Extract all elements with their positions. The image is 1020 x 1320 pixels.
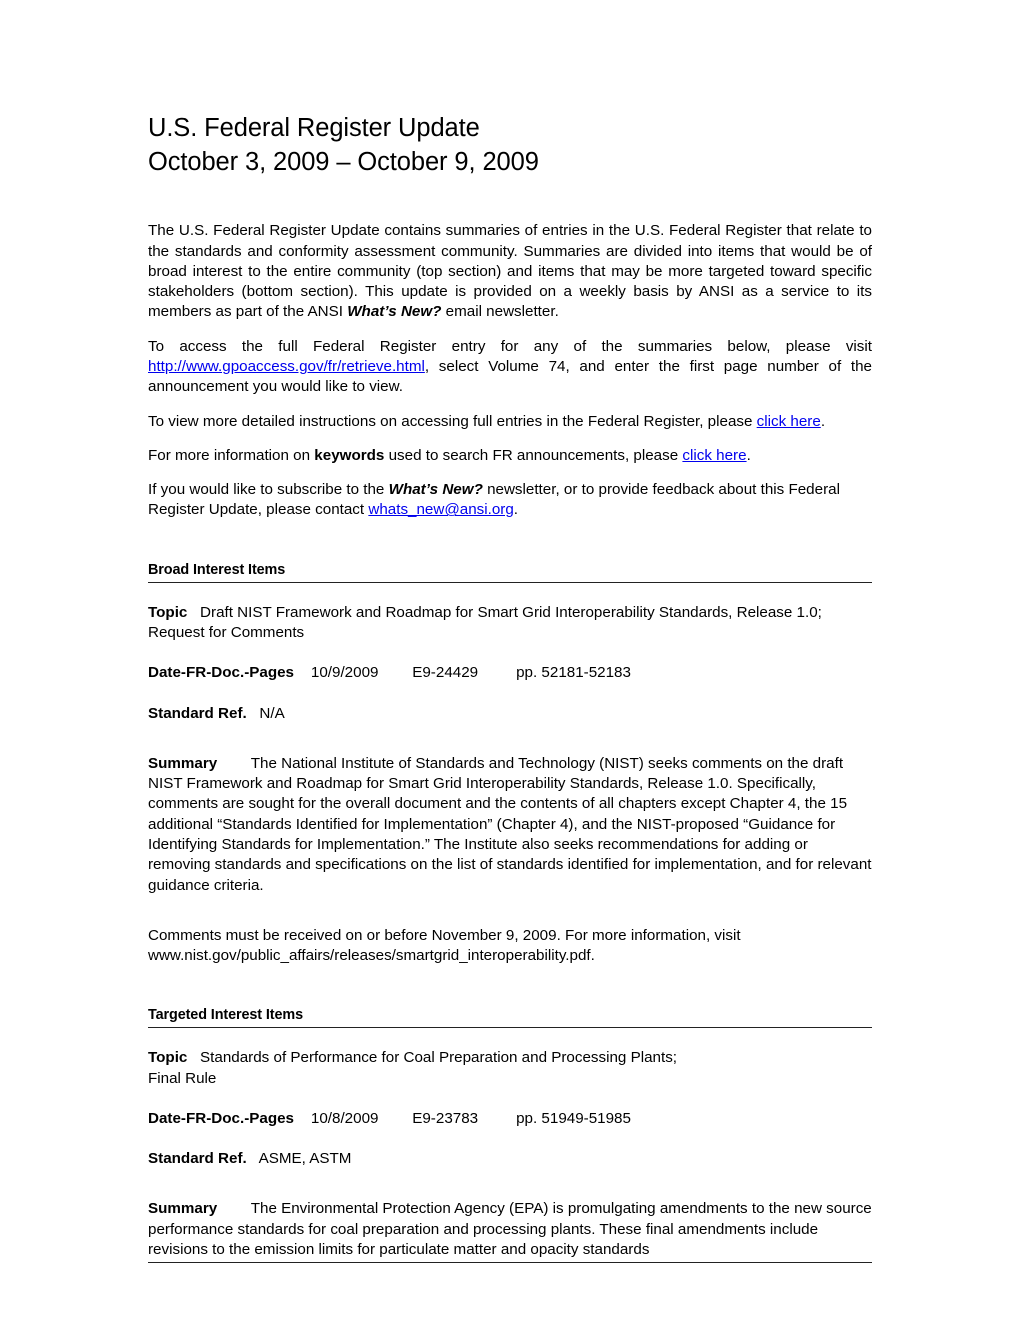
standard-ref-value: ASME, ASTM bbox=[258, 1150, 352, 1168]
spacer bbox=[148, 179, 872, 221]
spacer bbox=[148, 398, 872, 412]
gap bbox=[378, 664, 412, 681]
spacer bbox=[148, 521, 872, 561]
title-line-2: October 3, 2009 – October 9, 2009 bbox=[148, 147, 539, 176]
intro-text-part-2: email newsletter. bbox=[441, 303, 559, 321]
newsletter-name: What’s New? bbox=[347, 303, 442, 321]
spacer bbox=[148, 684, 872, 704]
page-title bbox=[148, 0, 872, 179]
newsletter-name: What’s New? bbox=[388, 481, 483, 499]
gap bbox=[247, 705, 260, 722]
gap bbox=[478, 1110, 516, 1127]
subscribe-text-part-3: . bbox=[513, 501, 519, 519]
summary-value: The Environmental Protection Agency (EPA) is promulgating amendments to the new source performance standards for coal preparation and processing plants. These final amendments include revisions to the emission limits for particulate matter and opacity standards bbox=[148, 1200, 872, 1259]
topic-value: Draft NIST Framework and Roadmap for Smart Grid Interoperability Standards, Release 1.0; Request for Comments bbox=[148, 603, 822, 641]
topic-row bbox=[148, 1048, 872, 1089]
topic-spacer bbox=[187, 1049, 200, 1066]
standard-ref-label: Standard Ref. bbox=[148, 704, 247, 722]
gpoaccess-link[interactable]: http://www.gpoaccess.gov/fr/retrieve.html bbox=[148, 358, 425, 375]
section-heading-targeted-interest: Targeted Interest Items bbox=[148, 1007, 303, 1024]
topic-label: Topic bbox=[148, 1049, 188, 1067]
subscribe-text-part-1: If you would like to subscribe to the bbox=[148, 481, 389, 499]
summary-label: Summary bbox=[148, 1200, 218, 1218]
access-text-part-1: To access the full Federal Register entry for any of the summaries below, please visit bbox=[148, 337, 872, 355]
topic-label: Topic bbox=[148, 603, 188, 621]
keywords-paragraph bbox=[148, 446, 872, 466]
spacer bbox=[148, 432, 872, 446]
topic-row bbox=[148, 603, 872, 644]
gap bbox=[478, 664, 516, 681]
subscribe-text-part-2: newsletter, or to provide feedback about this Federal Register Update, please contact bbox=[148, 481, 840, 519]
standard-ref-label: Standard Ref. bbox=[148, 1150, 247, 1168]
spacer bbox=[148, 1089, 872, 1109]
fr-doc-value: E9-23783 bbox=[412, 1109, 479, 1127]
pages-value: pp. 52181-52183 bbox=[516, 664, 631, 682]
spacer bbox=[148, 896, 872, 926]
summary-label: Summary bbox=[148, 754, 218, 772]
gap bbox=[294, 1110, 311, 1127]
spacer bbox=[148, 583, 872, 603]
gap bbox=[378, 1110, 412, 1127]
spacer bbox=[148, 1129, 872, 1149]
keywords-text-part-1: For more information on bbox=[148, 446, 315, 464]
topic-value-line-1: Standards of Performance for Coal Preparation and Processing Plants; bbox=[200, 1049, 678, 1067]
spacer bbox=[148, 323, 872, 337]
date-value: 10/9/2009 bbox=[310, 664, 379, 682]
contact-email-link[interactable]: whats_new@ansi.org bbox=[368, 501, 514, 519]
summary-row bbox=[148, 754, 872, 896]
keywords-click-here-link[interactable]: click here bbox=[682, 446, 747, 464]
keywords-bold-word: keywords bbox=[314, 446, 385, 464]
summary-row bbox=[148, 1199, 872, 1260]
date-fr-doc-pages-row bbox=[148, 663, 872, 683]
spacer bbox=[148, 966, 872, 1006]
standard-ref-row bbox=[148, 1149, 872, 1169]
gap bbox=[217, 1200, 250, 1217]
intro-paragraph bbox=[148, 221, 872, 322]
instructions-text-part-1: To view more detailed instructions on accessing full entries in the Federal Register, please bbox=[148, 412, 757, 430]
summary-value: The National Institute of Standards and Technology (NIST) seeks comments on the draft NIST Framework and Roadmap for Smart Grid Interoperability Standards, Release 1.0. Specifically, comments are sought for the overall document and the contents of all chapters except Chapter 4, the 15 additional “Standards Identified for Implementation” (Chapter 4), and the NIST-proposed “Guidance for Identifying Standards for Implementation.” The Institute also seeks recommendations for adding or removing standards and specifications on the list of standards identified for implementation, and for relevant guidance criteria. bbox=[148, 754, 872, 894]
section-heading-broad-interest: Broad Interest Items bbox=[148, 561, 286, 578]
topic-spacer bbox=[187, 604, 200, 621]
gap bbox=[294, 664, 311, 681]
date-fr-doc-pages-row bbox=[148, 1109, 872, 1129]
instructions-text-part-2: . bbox=[820, 412, 826, 430]
summary-extra-note: Comments must be received on or before November 9, 2009. For more information, visit www.nist.gov/public_affairs/releases/smartgrid_interoperability.pdf. bbox=[148, 926, 741, 965]
access-text-part-2: , select Volume 74, and enter the first page number of the announcement you would like to view. bbox=[148, 358, 872, 396]
spacer bbox=[148, 466, 872, 480]
keywords-text-part-2: used to search FR announcements, please bbox=[384, 446, 683, 464]
keywords-text-part-3: . bbox=[746, 446, 751, 464]
standard-ref-row bbox=[148, 704, 872, 724]
date-fr-doc-pages-label: Date-FR-Doc.-Pages bbox=[148, 1109, 294, 1127]
spacer bbox=[148, 724, 872, 754]
fr-doc-value: E9-24429 bbox=[412, 664, 479, 682]
gap bbox=[247, 1150, 259, 1167]
document-page bbox=[148, 0, 872, 1263]
topic-value-line-2: Final Rule bbox=[148, 1069, 217, 1087]
instructions-paragraph bbox=[148, 412, 872, 432]
instructions-click-here-link[interactable]: click here bbox=[756, 412, 821, 430]
subscribe-paragraph bbox=[148, 480, 872, 521]
date-fr-doc-pages-label: Date-FR-Doc.-Pages bbox=[148, 664, 294, 682]
access-paragraph bbox=[148, 337, 872, 398]
spacer bbox=[148, 643, 872, 663]
gap bbox=[217, 755, 250, 772]
spacer bbox=[148, 1169, 872, 1199]
intro-text-part-1: The U.S. Federal Register Update contains summaries of entries in the U.S. Federal Register that relate to the standards and conformity assessment community. Summaries are divided into items that would be of broad interest to the entire community (top section) and items that may be more targeted toward specific stakeholders (bottom section). This update is provided on a weekly basis by ANSI as a service to its members as part of the ANSI bbox=[148, 222, 872, 321]
spacer bbox=[148, 1028, 872, 1048]
title-line-1: U.S. Federal Register Update bbox=[148, 114, 480, 142]
date-value: 10/8/2009 bbox=[310, 1109, 379, 1127]
pages-value: pp. 51949-51985 bbox=[516, 1109, 631, 1127]
standard-ref-value: N/A bbox=[259, 704, 285, 722]
page-bottom-rule bbox=[148, 1262, 872, 1263]
